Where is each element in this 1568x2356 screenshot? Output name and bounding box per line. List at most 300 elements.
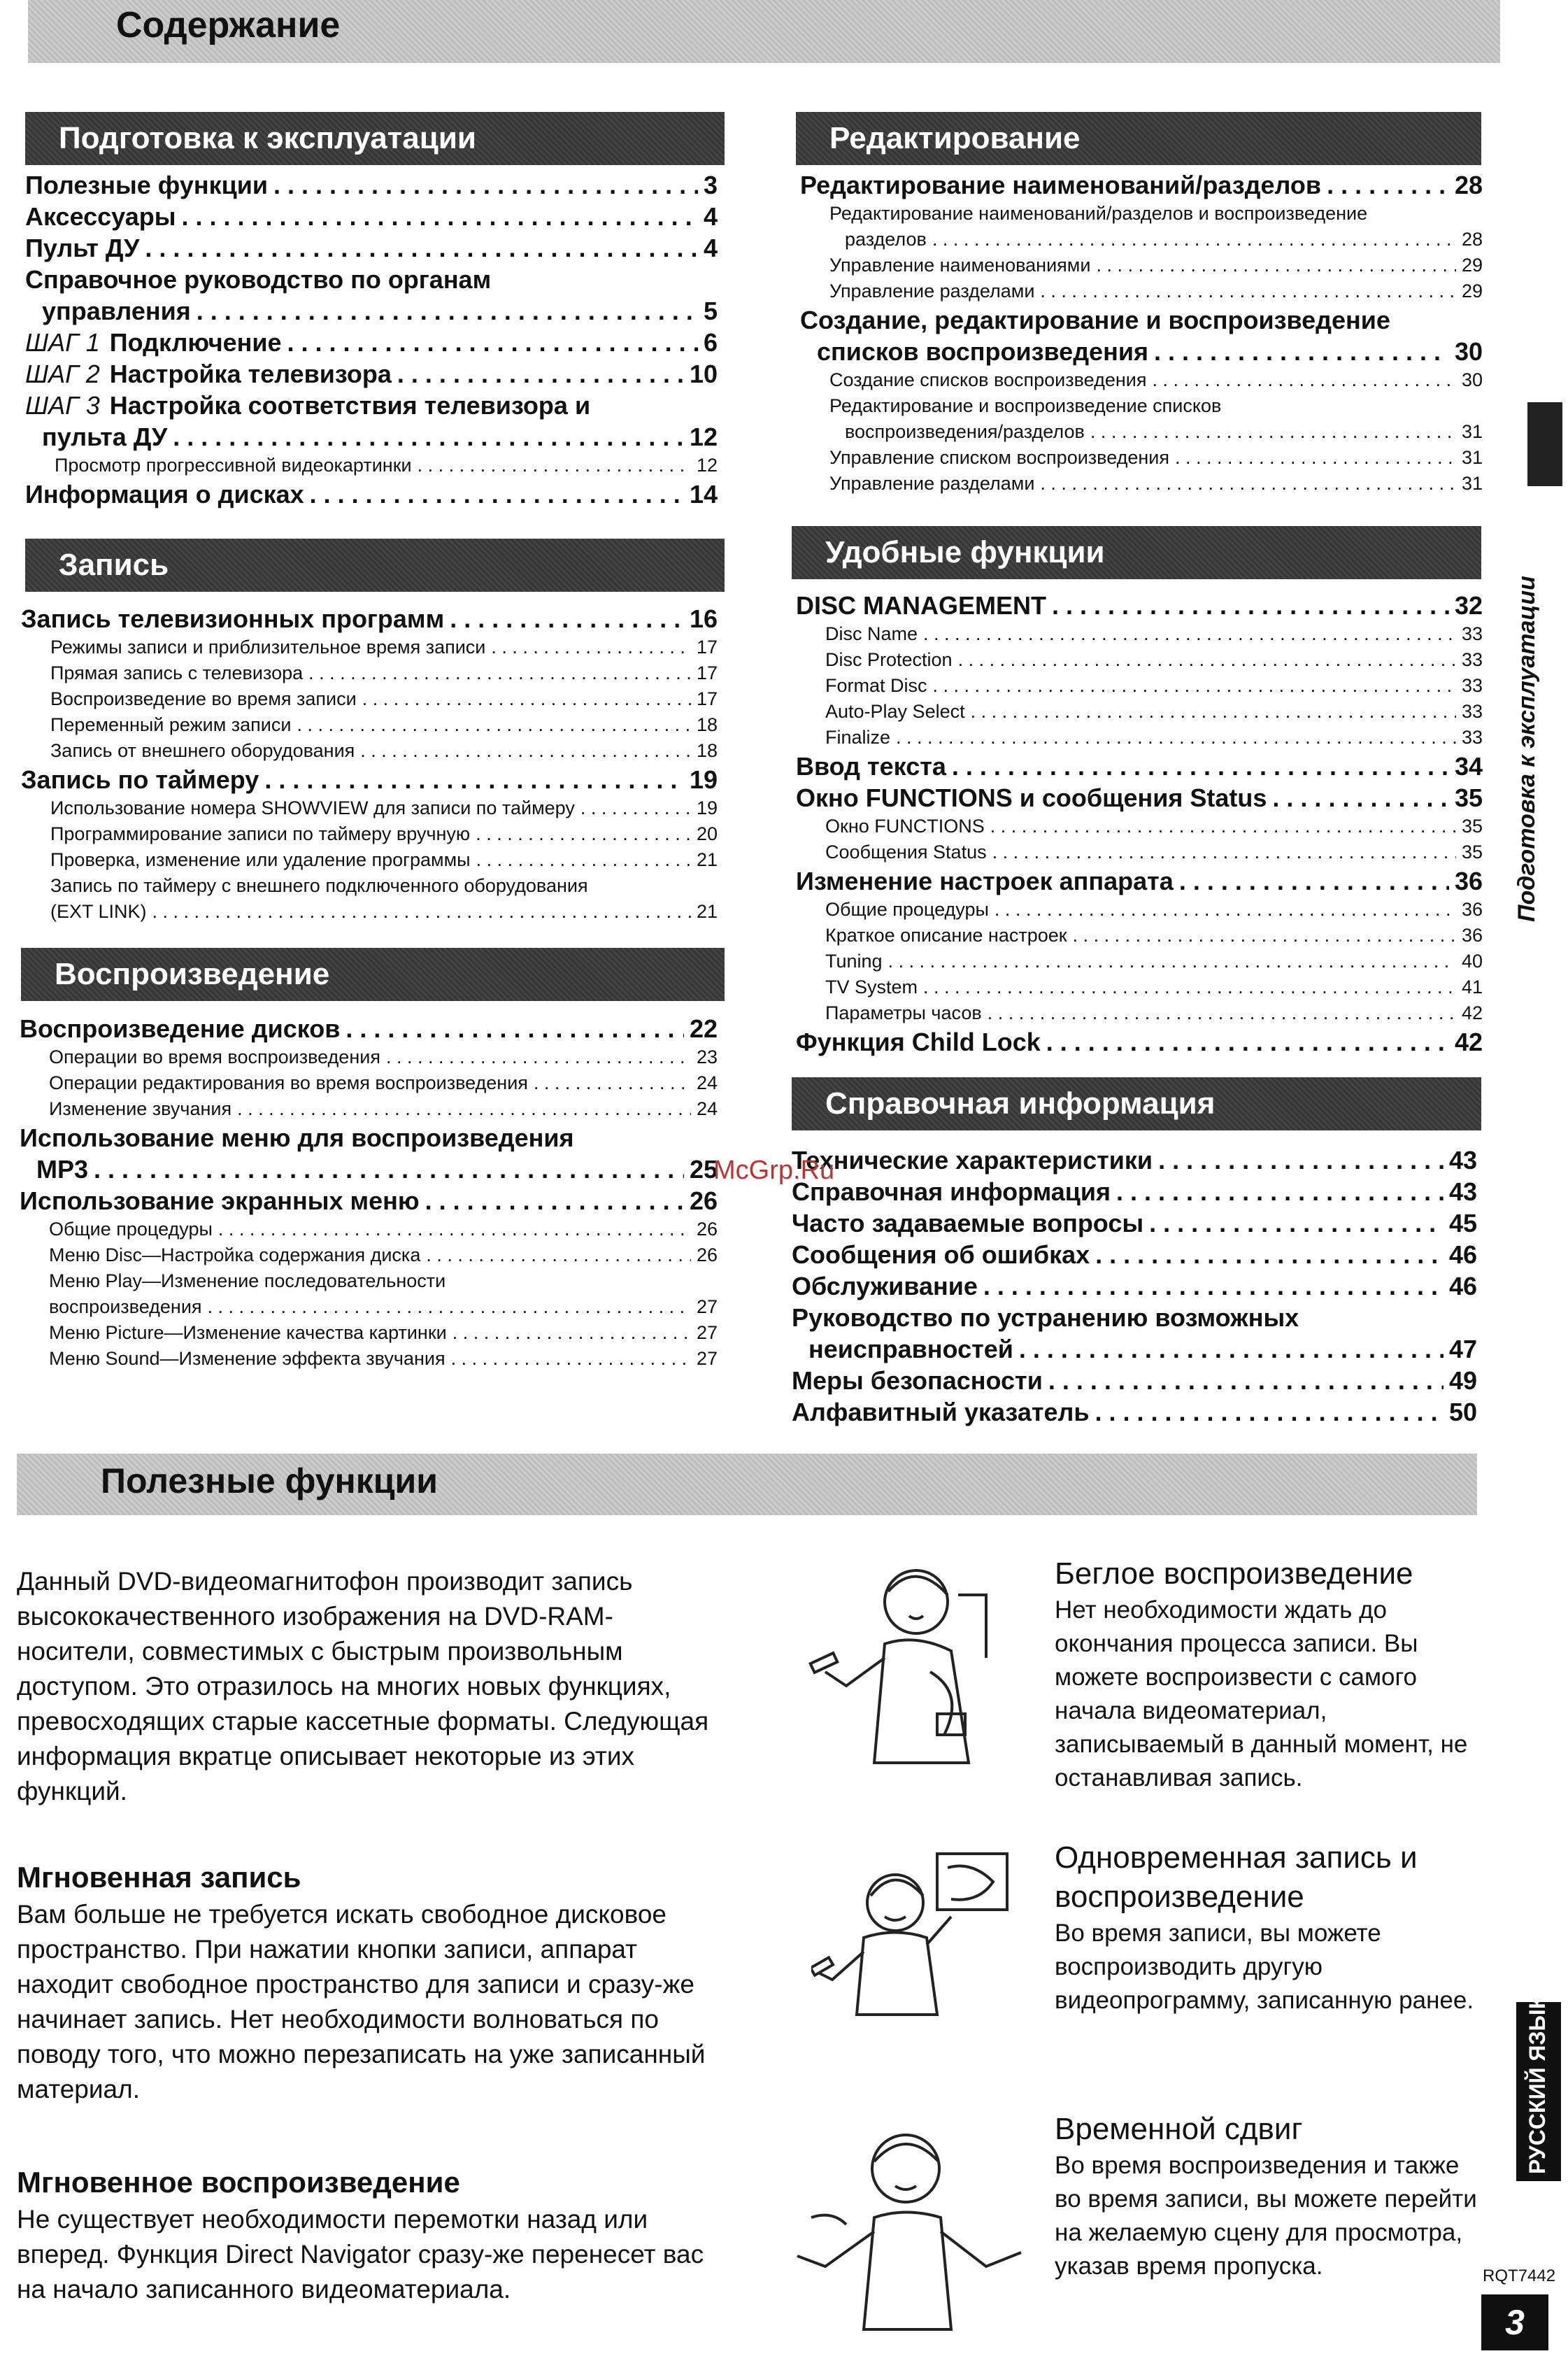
toc-leader-dots — [418, 453, 691, 478]
toc-entry-title: Запись по таймеру с внешнего подключенного оборудования — [50, 875, 588, 896]
toc-entry-title: Краткое описание настроек — [825, 925, 1067, 946]
toc-leader-dots — [1095, 1239, 1444, 1270]
toc-page-number: 33 — [1461, 675, 1483, 696]
toc-leader-dots — [237, 1096, 691, 1122]
toc-leader-dots — [1040, 471, 1456, 497]
toc-entry-title: Полезные функции — [25, 171, 268, 199]
toc-subentry — [796, 949, 1483, 974]
toc-entry-title: разделов — [845, 229, 927, 250]
section-header-convenience: Удобные функции — [792, 526, 1481, 579]
toc-entry-title: Использование номера SHOWVIEW для записи по таймеру — [50, 797, 575, 818]
toc-entry-title: управления — [42, 297, 191, 325]
toc-entry — [25, 327, 718, 358]
toc-entry-title: Пульт ДУ — [25, 234, 140, 262]
toc-entry — [792, 1365, 1477, 1396]
toc-leader-dots — [983, 1270, 1444, 1302]
toc-entry-title: Руководство по устранению возможных — [792, 1303, 1299, 1332]
toc-page-number: 33 — [1461, 727, 1483, 748]
page-number: 3 — [1481, 2294, 1548, 2350]
toc-page-number: 47 — [1448, 1335, 1477, 1363]
watermark: McGrp.Ru — [713, 1156, 835, 1185]
toc-entry-title: Запись по таймеру — [21, 765, 259, 794]
toc-list-editing — [800, 169, 1483, 497]
toc-entry-title: Просмотр прогрессивной видеокартинки — [55, 455, 412, 476]
toc-entry-title: Режимы записи и приблизительное время записи — [50, 637, 486, 658]
toc-page-number: 18 — [696, 740, 718, 761]
toc-entry-title: Меню Sound—Изменение эффекта звучания — [49, 1348, 446, 1369]
toc-entry — [25, 232, 718, 264]
toc-leader-dots — [932, 227, 1456, 253]
toc-entry-title: Меры безопасности — [792, 1366, 1043, 1395]
toc-page-number: 24 — [696, 1072, 718, 1093]
toc-entry-title: Изменение настроек аппарата — [796, 867, 1174, 895]
toc-entry — [25, 295, 718, 327]
toc-page-number: 27 — [696, 1322, 718, 1343]
toc-entry-title: Auto-Play Select — [825, 701, 965, 722]
toc-leader-dots — [952, 751, 1449, 782]
toc-entry-title: Создание, редактирование и воспроизведение — [800, 306, 1390, 334]
toc-entry-title: Disc Protection — [825, 649, 953, 670]
toc-subentry — [20, 1268, 718, 1294]
toc-page-number: 17 — [696, 688, 718, 709]
toc-entry — [25, 390, 718, 421]
instant-play-text: Не существует необходимости перемотки назад или вперед. Функция Direct Navigator сразу-же перенесет вас на начало записанного видеоматериала. — [17, 2205, 704, 2304]
toc-page-number: 5 — [703, 297, 718, 325]
toc-entry-title: Часто задаваемые вопросы — [792, 1209, 1144, 1237]
person-remote-illustration — [804, 1553, 1056, 1784]
timeslip-title: Временной сдвиг — [1055, 2112, 1303, 2146]
toc-entry-title: пульта ДУ — [42, 423, 168, 451]
toc-page-number: 41 — [1461, 977, 1483, 998]
toc-leader-dots — [1175, 445, 1456, 471]
toc-subentry — [800, 201, 1483, 227]
toc-entry — [792, 1176, 1477, 1207]
toc-entry-title: Использование экранных меню — [20, 1186, 420, 1215]
toc-leader-dots — [992, 839, 1456, 865]
toc-page-number: 26 — [696, 1219, 718, 1240]
toc-step-label: ШАГ 1 — [25, 328, 100, 357]
toc-step-label: ШАГ 2 — [25, 360, 100, 388]
toc-entry — [25, 478, 718, 510]
toc-leader-dots — [1158, 1144, 1444, 1176]
chase-play-text: Нет необходимости ждать до окончания процесса записи. Вы можете воспроизвести с самого начала видеоматериал, записываемый в данный момент, не останавливая запись. — [1055, 1596, 1468, 1791]
toc-subentry — [800, 445, 1483, 471]
toc-entry — [21, 764, 718, 795]
toc-entry — [800, 336, 1483, 367]
toc-entry-title: Настройка телевизора — [109, 360, 392, 388]
toc-leader-dots — [208, 1294, 691, 1320]
toc-leader-dots — [145, 232, 698, 264]
section-header-preparation: Подготовка к эксплуатации — [25, 112, 725, 165]
toc-leader-dots — [1149, 1207, 1444, 1239]
toc-entry — [800, 169, 1483, 201]
toc-page-number: 43 — [1448, 1146, 1477, 1175]
toc-page-number: 36 — [1461, 899, 1483, 920]
toc-leader-dots — [971, 699, 1456, 725]
toc-leader-dots — [308, 660, 691, 686]
toc-leader-dots — [152, 899, 691, 925]
toc-subentry — [800, 471, 1483, 497]
toc-leader-dots — [923, 974, 1456, 1000]
toc-entry-title: Подключение — [109, 328, 282, 357]
toc-subentry — [21, 795, 718, 821]
features-title: Полезные функции — [101, 1461, 438, 1500]
toc-entry — [796, 751, 1483, 782]
toc-page-number: 31 — [1461, 473, 1483, 494]
toc-page-number: 18 — [696, 714, 718, 735]
toc-entry-title: Сообщения Status — [825, 842, 987, 863]
toc-entry — [792, 1207, 1477, 1239]
toc-entry-title: Управление списком воспроизведения — [829, 447, 1170, 468]
toc-subentry — [21, 660, 718, 686]
toc-entry — [792, 1396, 1477, 1428]
toc-entry-title: Запись телевизионных программ — [21, 604, 445, 633]
toc-leader-dots — [197, 295, 698, 327]
instant-rec-title: Мгновенная запись — [17, 1861, 301, 1894]
toc-page-number: 49 — [1448, 1366, 1477, 1395]
toc-page-number: 20 — [696, 823, 718, 844]
timeslip-block — [1055, 2110, 1488, 2283]
toc-leader-dots — [1019, 1333, 1444, 1365]
toc-page-number: 35 — [1461, 816, 1483, 837]
toc-leader-dots — [173, 421, 684, 453]
toc-page-number: 28 — [1461, 229, 1483, 250]
timeslip-text: Во время воспроизведения и также во время записи, вы можете перейти на желаемую сцену для просмотра, указав время пропуска. — [1055, 2152, 1477, 2280]
toc-page-number: 25 — [689, 1155, 718, 1184]
instant-play-title: Мгновенное воспроизведение — [17, 2166, 460, 2199]
section-header-recording: Запись — [25, 539, 725, 592]
toc-page-number: 29 — [1461, 255, 1483, 276]
toc-leader-dots — [1179, 865, 1449, 897]
toc-subentry — [800, 393, 1483, 419]
toc-entry — [21, 603, 718, 634]
toc-leader-dots — [1073, 923, 1456, 949]
toc-entry-title: Справочное руководство по органам — [25, 265, 492, 294]
toc-page-number: 16 — [689, 604, 718, 633]
toc-page-number: 3 — [703, 171, 718, 199]
toc-entry — [20, 1185, 718, 1216]
toc-entry-title: Редактирование наименований/разделов и воспроизведение — [829, 203, 1368, 224]
toc-page-number: 45 — [1448, 1209, 1477, 1237]
toc-list-convenience — [796, 590, 1483, 1058]
toc-page-number: 12 — [696, 455, 718, 476]
toc-leader-dots — [1096, 253, 1456, 278]
toc-entry-title: Изменение звучания — [49, 1098, 232, 1119]
toc-page-number: 21 — [696, 901, 718, 922]
toc-leader-dots — [1327, 169, 1449, 201]
toc-page-number: 40 — [1461, 951, 1483, 972]
toc-entry-title: Программирование записи по таймеру вручную — [50, 823, 471, 844]
toc-page-number: 19 — [689, 765, 718, 794]
instant-play-block — [17, 2163, 730, 2307]
toc-leader-dots — [1154, 336, 1449, 367]
toc-entry-title: Запись от внешнего оборудования — [50, 740, 355, 761]
toc-leader-dots — [450, 603, 684, 634]
toc-page-number: 42 — [1454, 1028, 1483, 1056]
toc-leader-dots — [988, 1000, 1456, 1026]
toc-page-number: 33 — [1461, 623, 1483, 644]
toc-entry — [25, 201, 718, 232]
toc-entry-title: Format Disc — [825, 675, 927, 696]
toc-entry — [796, 1026, 1483, 1058]
toc-entry — [792, 1239, 1477, 1270]
toc-subentry — [21, 899, 718, 925]
toc-page-number: 33 — [1461, 649, 1483, 670]
toc-list-recording — [21, 603, 718, 925]
toc-entry-title: Воспроизведение во время записи — [50, 688, 357, 709]
toc-list-playback — [20, 1013, 718, 1372]
chase-play-block — [1055, 1554, 1488, 1795]
toc-entry — [25, 421, 718, 453]
toc-entry-title: Управление наименованиями — [829, 255, 1091, 276]
toc-leader-dots — [896, 725, 1456, 751]
toc-leader-dots — [476, 821, 691, 847]
toc-entry-title: Создание списков воспроизведения — [829, 369, 1147, 390]
features-intro — [17, 1564, 730, 1809]
section-tab-marker — [1527, 402, 1562, 486]
toc-entry-title: Использование меню для воспроизведения — [20, 1123, 574, 1152]
toc-leader-dots — [491, 634, 691, 660]
toc-leader-dots — [1090, 419, 1456, 445]
toc-page-number: 27 — [696, 1296, 718, 1317]
toc-page-number: 6 — [703, 328, 718, 357]
toc-entry-title: неисправностей — [808, 1335, 1013, 1363]
toc-page-number: 35 — [1454, 783, 1483, 812]
toc-subentry — [796, 647, 1483, 673]
toc-entry-title: Редактирование и воспроизведение списков — [829, 395, 1222, 416]
toc-page-number: 29 — [1461, 281, 1483, 301]
toc-leader-dots — [923, 621, 1456, 647]
toc-subentry — [20, 1070, 718, 1096]
toc-page-number: 33 — [1461, 701, 1483, 722]
toc-subentry — [20, 1346, 718, 1372]
toc-leader-dots — [94, 1154, 684, 1185]
toc-entry-title: Информация о дисках — [25, 480, 304, 509]
toc-leader-dots — [425, 1185, 684, 1216]
toc-leader-dots — [1095, 1396, 1444, 1428]
toc-entry-title: воспроизведения — [49, 1296, 202, 1317]
toc-subentry — [796, 725, 1483, 751]
toc-leader-dots — [1152, 367, 1455, 393]
page-title: Содержание — [116, 5, 341, 45]
toc-entry-title: Алфавитный указатель — [792, 1398, 1090, 1426]
toc-leader-dots — [181, 201, 698, 232]
toc-entry-title: Функция Child Lock — [796, 1028, 1041, 1056]
toc-subentry — [21, 847, 718, 873]
toc-page-number: 17 — [696, 662, 718, 683]
toc-page-number: 30 — [1461, 369, 1483, 390]
toc-leader-dots — [1048, 1365, 1444, 1396]
toc-entry — [796, 865, 1483, 897]
toc-entry — [796, 782, 1483, 814]
toc-page-number: 14 — [689, 480, 718, 509]
simul-text: Во время записи, вы можете воспроизводить другую видеопрограмму, записанную ранее. — [1055, 1919, 1474, 2014]
toc-page-number: 26 — [689, 1186, 718, 1215]
toc-entry-title: Воспроизведение дисков — [20, 1014, 341, 1043]
toc-subentry — [796, 839, 1483, 865]
toc-entry-title: (EXT LINK) — [50, 901, 147, 922]
toc-leader-dots — [888, 949, 1456, 974]
toc-page-number: 26 — [696, 1244, 718, 1265]
toc-entry-title: DISC MANAGEMENT — [796, 591, 1046, 620]
toc-entry — [20, 1013, 718, 1044]
toc-leader-dots — [386, 1044, 691, 1070]
section-header-editing: Редактирование — [796, 112, 1481, 165]
language-tab — [1516, 1995, 1561, 2181]
toc-entry-title: Управление разделами — [829, 281, 1035, 301]
toc-page-number: 23 — [696, 1046, 718, 1067]
toc-entry-title: Прямая запись с телевизора — [50, 662, 304, 683]
toc-entry-title: Операции во время воспроизведения — [49, 1046, 380, 1067]
toc-page-number: 31 — [1461, 447, 1483, 468]
toc-leader-dots — [297, 712, 690, 738]
toc-leader-dots — [310, 478, 684, 510]
toc-leader-dots — [580, 795, 691, 821]
toc-subentry — [796, 621, 1483, 647]
toc-page-number: 46 — [1448, 1272, 1477, 1300]
toc-leader-dots — [990, 814, 1456, 839]
toc-page-number: 10 — [689, 360, 718, 388]
toc-entry — [796, 590, 1483, 621]
toc-entry-title: Операции редактирования во время воспроизведения — [49, 1072, 528, 1093]
toc-entry-title: Технические характеристики — [792, 1146, 1153, 1175]
toc-entry-title: Общие процедуры — [825, 899, 989, 920]
features-intro-text: Данный DVD-видеомагнитофон производит запись высококачественного изображения на DVD-RAM-носители, совместимых с быстрым произвольным доступом. Это отразилось на многих новых функциях, превосходящих старые кассетные форматы. Следующая информация вкратце описывает некоторые из этих функций. — [17, 1567, 709, 1805]
toc-leader-dots — [287, 327, 698, 358]
chase-play-title: Беглое воспроизведение — [1055, 1556, 1413, 1591]
toc-page-number: 31 — [1461, 421, 1483, 442]
toc-leader-dots — [1040, 278, 1456, 304]
toc-page-number: 46 — [1448, 1240, 1477, 1269]
toc-page-number: 32 — [1454, 591, 1483, 620]
toc-page-number: 36 — [1461, 925, 1483, 946]
toc-page-number: 17 — [696, 637, 718, 658]
toc-page-number: 19 — [696, 797, 718, 818]
simul-title: Одновременная запись и воспроизведение — [1055, 1840, 1418, 1914]
toc-leader-dots — [995, 897, 1456, 923]
toc-subentry — [21, 634, 718, 660]
toc-entry-title: Редактирование наименований/разделов — [800, 171, 1322, 199]
toc-leader-dots — [1272, 782, 1449, 814]
language-tab-text: РУССКИЙ ЯЗЫК — [1525, 1995, 1550, 2174]
toc-page-number: 4 — [703, 202, 718, 231]
toc-leader-dots — [1046, 1026, 1449, 1058]
toc-leader-dots — [933, 673, 1456, 699]
toc-entry — [792, 1270, 1477, 1302]
toc-entry-title: Меню Picture—Изменение качества картинки — [49, 1322, 447, 1343]
toc-entry — [792, 1333, 1477, 1365]
toc-entry — [20, 1122, 718, 1154]
person-pointing-illustration — [783, 2113, 1035, 2336]
toc-entry — [25, 264, 718, 295]
toc-entry — [20, 1154, 718, 1185]
toc-page-number: 30 — [1454, 337, 1483, 366]
toc-subentry — [20, 1320, 718, 1346]
instant-rec-block — [17, 1858, 730, 2107]
toc-page-number: 35 — [1461, 842, 1483, 863]
toc-entry-title: Finalize — [825, 727, 891, 748]
toc-subentry — [796, 673, 1483, 699]
toc-entry-title: Переменный режим записи — [50, 714, 292, 735]
toc-subentry — [20, 1242, 718, 1268]
toc-leader-dots — [360, 738, 691, 764]
toc-list-preparation — [25, 169, 718, 510]
toc-subentry — [21, 738, 718, 764]
toc-entry-title: Меню Play—Изменение последовательности — [49, 1270, 446, 1291]
toc-entry — [792, 1144, 1477, 1176]
toc-list-reference — [792, 1144, 1477, 1428]
toc-entry-title: Tuning — [825, 951, 883, 972]
toc-entry — [25, 358, 718, 390]
toc-entry-title: Параметры часов — [825, 1002, 982, 1023]
toc-entry-title: Проверка, изменение или удаление программы — [50, 849, 471, 870]
toc-entry — [792, 1302, 1477, 1333]
toc-subentry — [800, 367, 1483, 393]
toc-entry-title: Управление разделами — [829, 473, 1035, 494]
toc-leader-dots — [345, 1013, 684, 1044]
toc-leader-dots — [264, 764, 684, 795]
toc-subentry — [796, 814, 1483, 839]
toc-subentry — [800, 419, 1483, 445]
toc-subentry — [25, 453, 718, 478]
toc-leader-dots — [397, 358, 684, 390]
toc-leader-dots — [958, 647, 1456, 673]
toc-entry-title: Меню Disc—Настройка содержания диска — [49, 1244, 421, 1265]
toc-leader-dots — [218, 1216, 691, 1242]
toc-page-number: 24 — [696, 1098, 718, 1119]
toc-leader-dots — [426, 1242, 691, 1268]
toc-subentry — [796, 699, 1483, 725]
person-tv-illustration — [811, 1840, 1021, 2022]
toc-subentry — [20, 1216, 718, 1242]
section-header-reference: Справочная информация — [792, 1077, 1481, 1130]
toc-entry-title: Аксессуары — [25, 202, 176, 231]
toc-entry-title: воспроизведения/разделов — [845, 421, 1085, 442]
toc-subentry — [21, 686, 718, 712]
toc-entry-title: Ввод текста — [796, 752, 946, 781]
side-label-text: Подготовка к эксплуатации — [1513, 576, 1540, 922]
toc-page-number: 36 — [1454, 867, 1483, 895]
toc-subentry — [800, 227, 1483, 253]
section-header-playback: Воспроизведение — [21, 948, 725, 1001]
toc-entry-title: Справочная информация — [792, 1177, 1111, 1206]
toc-subentry — [21, 821, 718, 847]
toc-page-number: 28 — [1454, 171, 1483, 199]
toc-page-number: 21 — [696, 849, 718, 870]
toc-page-number: 50 — [1448, 1398, 1477, 1426]
toc-entry-title: списков воспроизведения — [817, 337, 1148, 366]
toc-entry-title: MP3 — [36, 1155, 89, 1184]
toc-leader-dots — [273, 169, 698, 201]
toc-entry-title: Окно FUNCTIONS — [825, 816, 985, 837]
toc-page-number: 43 — [1448, 1177, 1477, 1206]
toc-leader-dots — [452, 1320, 691, 1346]
toc-entry-title: Disc Name — [825, 623, 918, 644]
toc-page-number: 42 — [1461, 1002, 1483, 1023]
toc-page-number: 27 — [696, 1348, 718, 1369]
doc-code: RQT7442 — [1483, 2266, 1556, 2285]
instant-rec-text: Вам больше не требуется искать свободное дисковое пространство. При нажатии кнопки записи, аппарат находит свободное пространство для записи и сразу-же начинает запись. Нет необходимости волноваться по поводу того, что можно перезаписать на уже записанный материал. — [17, 1900, 706, 2103]
toc-entry-title: Сообщения об ошибках — [792, 1240, 1090, 1269]
toc-entry — [25, 169, 718, 201]
toc-leader-dots — [451, 1346, 691, 1372]
toc-leader-dots — [476, 847, 691, 873]
toc-subentry — [21, 712, 718, 738]
toc-subentry — [20, 1294, 718, 1320]
toc-subentry — [796, 923, 1483, 949]
toc-page-number: 34 — [1454, 752, 1483, 781]
toc-entry-title: Обслуживание — [792, 1272, 978, 1300]
